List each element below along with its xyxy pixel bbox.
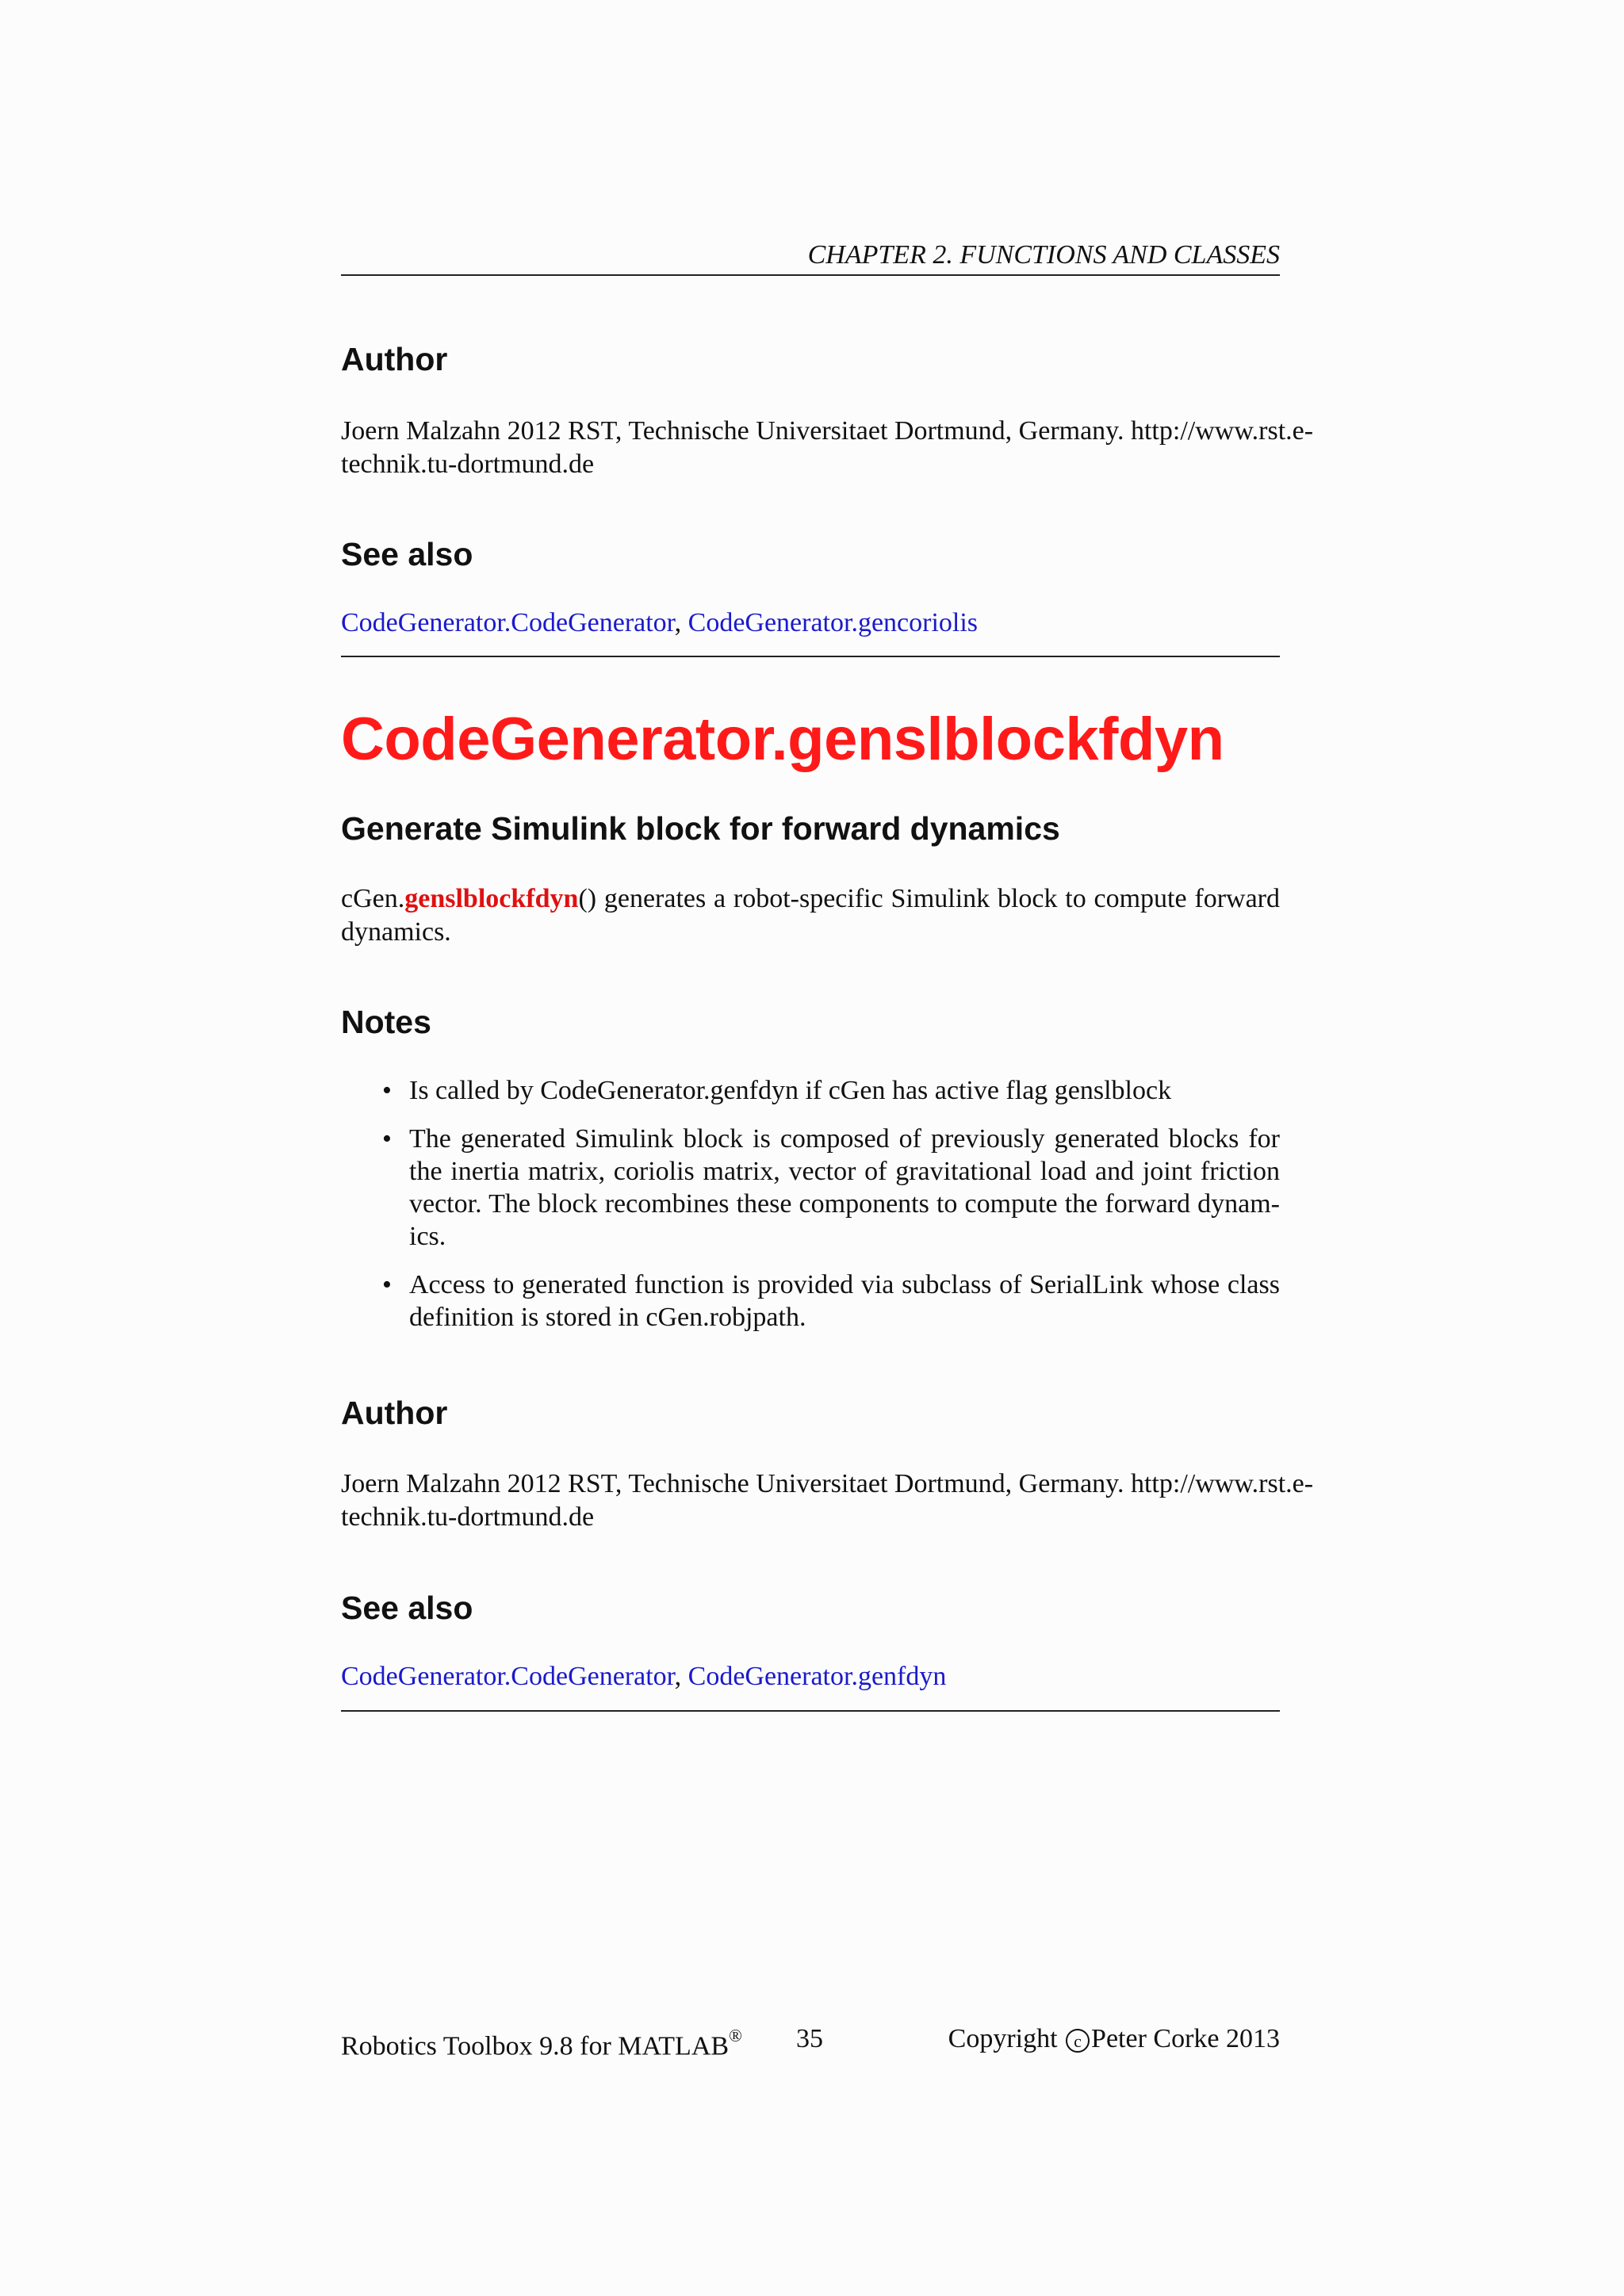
copyright-icon: c: [1066, 2029, 1090, 2053]
author-heading: Author: [341, 1395, 448, 1431]
author-text: Joern Malzahn 2012 RST, Technische Universitaet Dortmund, Germany. http://www.rst.e-technik.tu-dortmund.de: [341, 1469, 1314, 1532]
copyright-prefix: Copyright: [948, 2024, 1065, 2053]
entry-description: [341, 882, 1280, 949]
previous-author-text: Joern Malzahn 2012 RST, Technische Universitaet Dortmund, Germany. http://www.rst.e-technik.tu-dortmund.de: [341, 416, 1314, 479]
description-suffix: () generates a robot-specific Simulink block to compute forward dynamics.: [341, 884, 1280, 947]
end-rule: [341, 1710, 1280, 1712]
footer-book-title: [341, 2022, 742, 2064]
footer-title-text: Robotics Toolbox 9.8 for MATLAB: [341, 2031, 730, 2061]
running-header: CHAPTER 2. FUNCTIONS AND CLASSES: [807, 240, 1280, 270]
see-also-links: [341, 1660, 946, 1693]
entry-title: CodeGenerator.genslblockfdyn: [341, 706, 1224, 773]
previous-see-also-links: [341, 607, 978, 640]
registered-mark: ®: [729, 2026, 742, 2045]
function-name: genslblockfdyn: [404, 884, 579, 913]
notes-list: [341, 1074, 1280, 1349]
see-also-link-codegenerator[interactable]: CodeGenerator.CodeGenerator: [341, 1662, 675, 1691]
footer-copyright: [948, 2022, 1280, 2057]
list-item: [341, 1123, 1280, 1253]
bullet-icon: •: [382, 1270, 392, 1299]
link-separator: ,: [674, 608, 688, 637]
list-item: [341, 1074, 1280, 1107]
previous-author-heading: Author: [341, 341, 448, 377]
header-rule: [341, 274, 1280, 276]
note-text: Access to generated function is provided via subclass of SerialLink whose class definition is stored in cGen.robjpath.: [409, 1270, 1280, 1332]
link-separator: ,: [674, 1662, 688, 1691]
see-also-link-gencoriolis[interactable]: CodeGenerator.gencoriolis: [688, 608, 979, 637]
bullet-icon: •: [382, 1124, 392, 1154]
note-text: The generated Simulink block is composed of previously generated blocks for the inertia matrix, coriolis matrix, vector of gravitational load and joint friction vector. The block recombines these components to compute the forward dynam-ics.: [409, 1124, 1280, 1251]
description-prefix: cGen.: [341, 884, 405, 913]
see-also-link-genfdyn[interactable]: CodeGenerator.genfdyn: [688, 1662, 947, 1691]
see-also-link-codegenerator[interactable]: CodeGenerator.CodeGenerator: [341, 608, 675, 637]
see-also-heading: See also: [341, 1590, 473, 1626]
page-number: 35: [796, 2024, 823, 2053]
bullet-icon: •: [382, 1076, 392, 1105]
note-text: Is called by CodeGenerator.genfdyn if cGen has active flag genslblock: [409, 1076, 1172, 1105]
entry-subtitle: Generate Simulink block for forward dynamics: [341, 810, 1060, 847]
previous-see-also-heading: See also: [341, 536, 473, 572]
copyright-holder: Peter Corke 2013: [1091, 2024, 1280, 2053]
notes-heading: Notes: [341, 1004, 431, 1040]
list-item: [341, 1269, 1280, 1334]
section-separator-rule: [341, 656, 1280, 657]
